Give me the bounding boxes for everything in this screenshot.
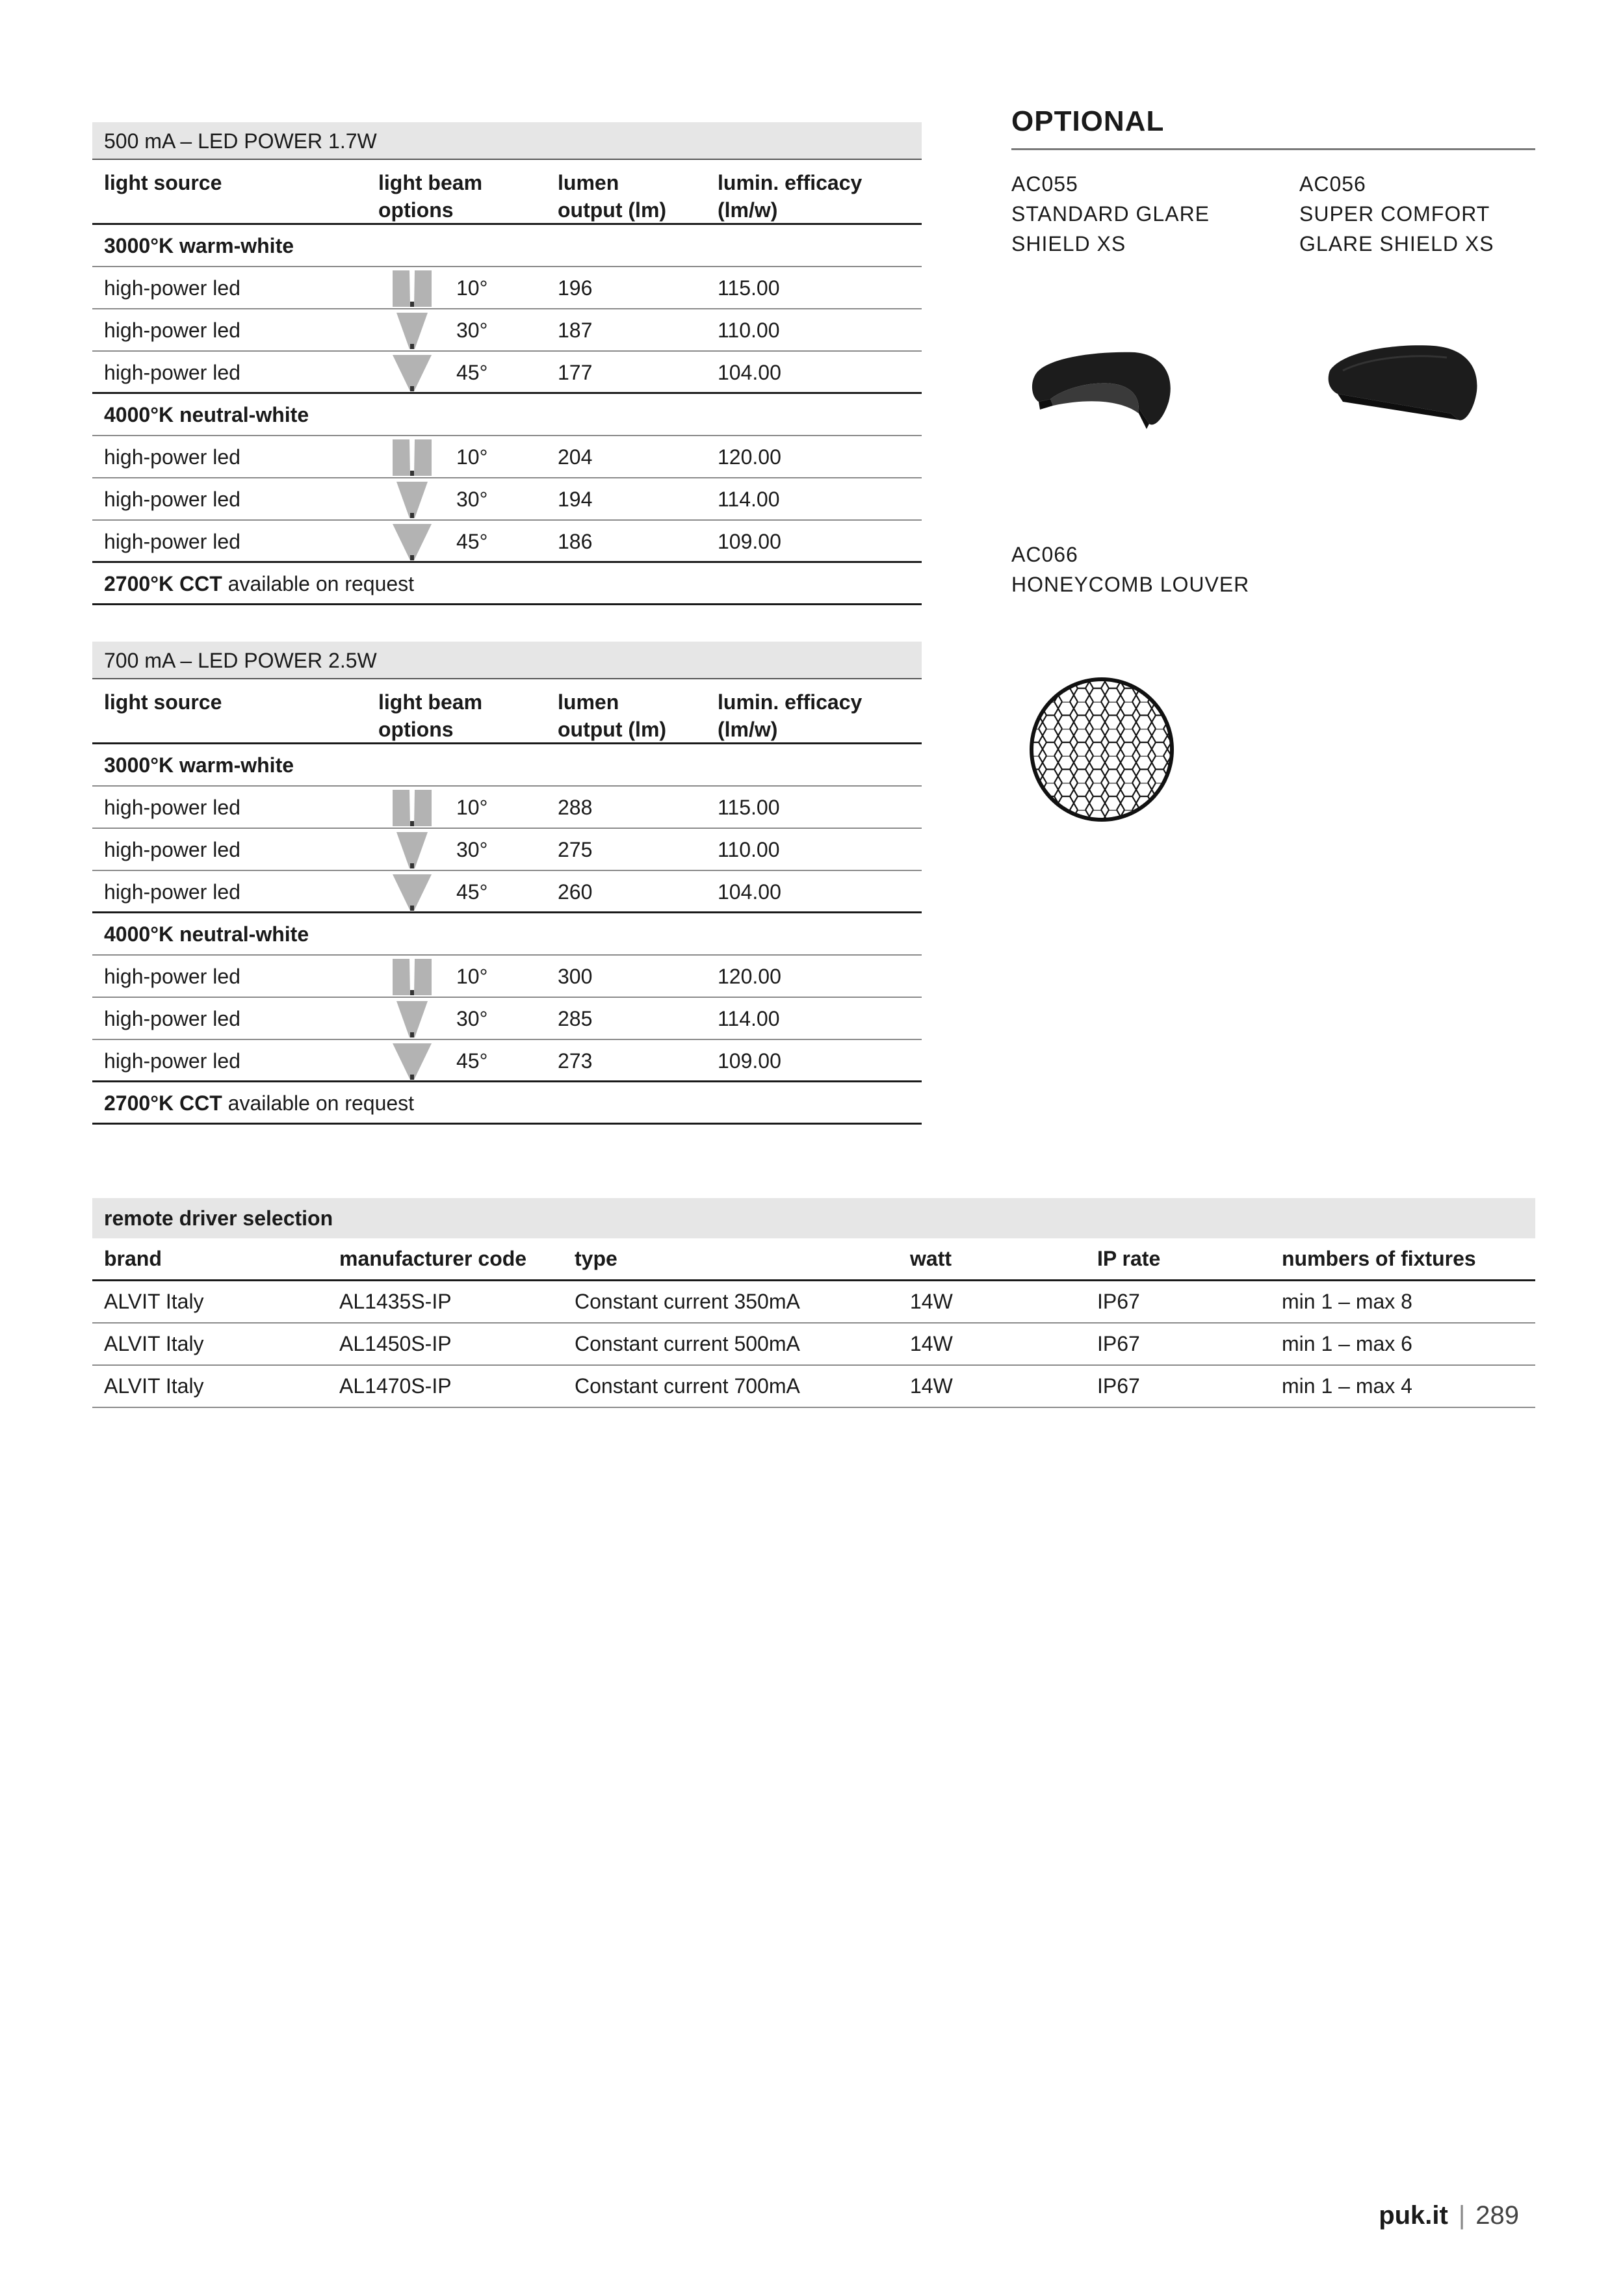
col-light-source: light source (104, 690, 222, 714)
col-lumen: lumen output (lm) (558, 690, 667, 741)
cell-source: high-power led (104, 880, 240, 904)
cell-efficacy: 115.00 (718, 796, 780, 819)
cell-beam: 10° (456, 445, 488, 469)
cell-efficacy: 104.00 (718, 361, 781, 384)
cell-lumen: 186 (558, 530, 593, 553)
cell-lumen: 275 (558, 838, 593, 861)
cell-type: Constant current 350mA (575, 1290, 800, 1313)
table-row (92, 1040, 922, 1082)
beam-30-icon (393, 832, 432, 868)
cell-fixtures: min 1 – max 8 (1282, 1290, 1412, 1313)
table-row (92, 352, 922, 394)
accessory-name-line: SUPER COMFORT (1299, 202, 1490, 226)
table-footnote: 2700°K CCT available on request (92, 1082, 922, 1125)
beam-45-icon (393, 524, 432, 560)
table-row (92, 829, 922, 871)
table-row (92, 871, 922, 913)
cell-beam: 45° (456, 530, 488, 553)
table-row (92, 787, 922, 829)
photometric-table-700ma (92, 642, 922, 1125)
cell-efficacy: 120.00 (718, 445, 781, 469)
glare-shield-super-comfort-image (1323, 332, 1486, 436)
cell-lumen: 204 (558, 445, 593, 469)
table-title: remote driver selection (92, 1198, 1535, 1238)
accessory-ac056 (1299, 169, 1494, 259)
cell-watt: 14W (910, 1332, 953, 1355)
cell-type: Constant current 700mA (575, 1374, 800, 1398)
accessory-code: AC066 (1011, 543, 1078, 566)
col-efficacy: lumin. efficacy (lm/w) (718, 171, 863, 222)
col-ip-rate: IP rate (1097, 1247, 1161, 1270)
cell-code: AL1435S-IP (339, 1290, 452, 1313)
table-row (92, 267, 922, 309)
cell-beam: 45° (456, 1049, 488, 1073)
glare-shield-standard-image (1024, 338, 1180, 436)
cell-source: high-power led (104, 1049, 240, 1073)
optional-title: OPTIONAL (1011, 105, 1165, 137)
cell-brand: ALVIT Italy (104, 1374, 204, 1398)
cell-lumen: 300 (558, 965, 593, 988)
cell-code: AL1470S-IP (339, 1374, 452, 1398)
accessory-name-line: HONEYCOMB LOUVER (1011, 573, 1250, 596)
table-title: 500 mA – LED POWER 1.7W (92, 122, 922, 160)
cell-beam: 45° (456, 880, 488, 904)
cell-efficacy: 120.00 (718, 965, 781, 988)
cell-ip: IP67 (1097, 1332, 1140, 1355)
cell-beam: 30° (456, 319, 488, 342)
cell-brand: ALVIT Italy (104, 1332, 204, 1355)
cell-efficacy: 104.00 (718, 880, 781, 904)
cell-source: high-power led (104, 319, 240, 342)
group-label: 3000°K warm-white (92, 225, 922, 267)
cell-watt: 14W (910, 1290, 953, 1313)
cell-source: high-power led (104, 838, 240, 861)
honeycomb-louver-image (1027, 675, 1176, 824)
table-header (92, 160, 922, 225)
footer-separator: | (1458, 2201, 1466, 2230)
beam-45-icon (393, 1043, 432, 1080)
beam-10-icon (393, 270, 432, 307)
cell-beam: 10° (456, 796, 488, 819)
table-row (92, 521, 922, 563)
table-row (92, 436, 922, 478)
table-row (92, 1281, 1535, 1324)
cell-source: high-power led (104, 796, 240, 819)
accessory-name-line: SHIELD XS (1011, 232, 1126, 255)
beam-30-icon (393, 1001, 432, 1037)
cell-efficacy: 109.00 (718, 1049, 781, 1073)
table-header (92, 679, 922, 744)
accessory-code: AC055 (1011, 172, 1078, 196)
beam-45-icon (393, 874, 432, 911)
photometric-table-500ma (92, 122, 922, 605)
table-row (92, 1324, 1535, 1366)
cell-beam: 10° (456, 276, 488, 300)
accessory-name-line: GLARE SHIELD XS (1299, 232, 1494, 255)
cell-fixtures: min 1 – max 4 (1282, 1374, 1412, 1398)
accessory-code: AC056 (1299, 172, 1366, 196)
col-light-beam: light beam options (378, 690, 483, 741)
cell-brand: ALVIT Italy (104, 1290, 204, 1313)
cell-lumen: 194 (558, 488, 593, 511)
table-row (92, 478, 922, 521)
site-link[interactable]: puk.it (1379, 2201, 1448, 2230)
cell-fixtures: min 1 – max 6 (1282, 1332, 1412, 1355)
col-light-beam: light beam options (378, 171, 483, 222)
cell-lumen: 288 (558, 796, 593, 819)
cell-lumen: 177 (558, 361, 593, 384)
accessory-name-line: STANDARD GLARE (1011, 202, 1210, 226)
cell-type: Constant current 500mA (575, 1332, 800, 1355)
cell-beam: 10° (456, 965, 488, 988)
cell-lumen: 285 (558, 1007, 593, 1030)
col-light-source: light source (104, 171, 222, 194)
cell-efficacy: 114.00 (718, 488, 780, 511)
group-label: 4000°K neutral-white (92, 913, 922, 956)
cell-lumen: 196 (558, 276, 593, 300)
col-lumen: lumen output (lm) (558, 171, 667, 222)
cell-efficacy: 110.00 (718, 838, 780, 861)
cell-source: high-power led (104, 1007, 240, 1030)
beam-10-icon (393, 959, 432, 995)
cell-beam: 30° (456, 1007, 488, 1030)
cell-source: high-power led (104, 488, 240, 511)
table-row (92, 998, 922, 1040)
table-row (92, 309, 922, 352)
table-title: 700 mA – LED POWER 2.5W (92, 642, 922, 679)
beam-10-icon (393, 439, 432, 476)
col-fixtures: numbers of fixtures (1282, 1247, 1476, 1270)
cell-source: high-power led (104, 530, 240, 553)
col-watt: watt (910, 1247, 952, 1270)
cell-beam: 30° (456, 488, 488, 511)
cell-efficacy: 114.00 (718, 1007, 780, 1030)
col-brand: brand (104, 1247, 162, 1270)
cell-efficacy: 115.00 (718, 276, 780, 300)
cell-lumen: 187 (558, 319, 593, 342)
page-number: 289 (1475, 2201, 1519, 2230)
cell-ip: IP67 (1097, 1290, 1140, 1313)
beam-45-icon (393, 355, 432, 391)
table-row (92, 1366, 1535, 1408)
cell-source: high-power led (104, 445, 240, 469)
table-row (92, 956, 922, 998)
cell-lumen: 273 (558, 1049, 593, 1073)
cell-source: high-power led (104, 276, 240, 300)
driver-table (92, 1198, 1535, 1408)
col-manufacturer-code: manufacturer code (339, 1247, 527, 1270)
cell-beam: 30° (456, 838, 488, 861)
table-header (92, 1238, 1535, 1281)
cell-efficacy: 110.00 (718, 319, 780, 342)
cell-beam: 45° (456, 361, 488, 384)
accessory-ac066 (1011, 540, 1249, 599)
accessory-ac055 (1011, 169, 1210, 259)
cell-ip: IP67 (1097, 1374, 1140, 1398)
beam-30-icon (393, 313, 432, 349)
divider (1011, 148, 1535, 150)
cell-source: high-power led (104, 361, 240, 384)
table-footnote: 2700°K CCT available on request (92, 563, 922, 605)
page-footer (1379, 2201, 1519, 2230)
col-type: type (575, 1247, 617, 1270)
group-label: 4000°K neutral-white (92, 394, 922, 436)
beam-10-icon (393, 790, 432, 826)
cell-watt: 14W (910, 1374, 953, 1398)
cell-source: high-power led (104, 965, 240, 988)
col-efficacy: lumin. efficacy (lm/w) (718, 690, 863, 741)
cell-lumen: 260 (558, 880, 593, 904)
cell-code: AL1450S-IP (339, 1332, 452, 1355)
cell-efficacy: 109.00 (718, 530, 781, 553)
beam-30-icon (393, 482, 432, 518)
group-label: 3000°K warm-white (92, 744, 922, 787)
